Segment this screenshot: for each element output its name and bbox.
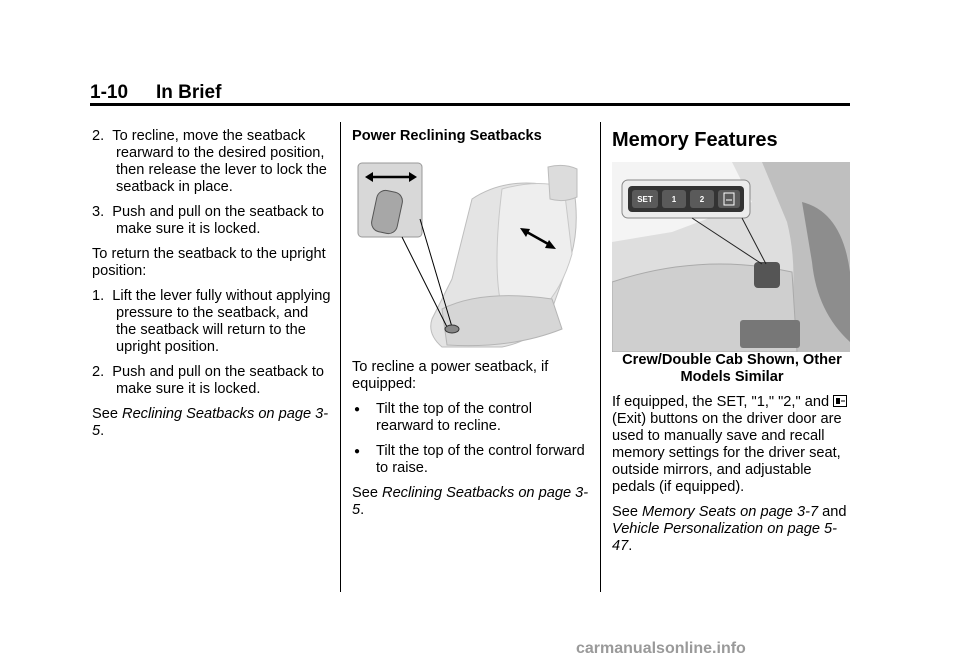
- figure-caption: Crew/Double Cab Shown, Other Models Similar: [622, 352, 842, 385]
- column-divider-1: [340, 122, 341, 592]
- header-rule: [90, 103, 850, 106]
- bullet-icon: ●: [354, 404, 361, 415]
- column-divider-2: [600, 122, 601, 592]
- section-heading: Memory Features: [612, 129, 778, 151]
- paragraph: To return the seatback to the upright position:: [92, 246, 326, 279]
- section-title: In Brief: [156, 82, 222, 103]
- see-reference: See Reclining Seatbacks on page 3-5.: [352, 485, 589, 518]
- door-memory-buttons-illustration: [612, 162, 850, 352]
- bullet-item: ● Tilt the top of the control rearward to recline.: [354, 401, 533, 434]
- column-1: [92, 128, 332, 448]
- item-number: 2.: [92, 364, 105, 380]
- paragraph: To recline a power seatback, if equipped:: [352, 359, 549, 392]
- item-number: 3.: [92, 204, 105, 220]
- list-item: [92, 128, 332, 196]
- item-text: Push and pull on the seatback to make sure it is locked.: [112, 364, 325, 397]
- page-number: 1-10: [90, 82, 129, 103]
- column-2: [352, 128, 592, 527]
- paragraph: If equipped, the SET, "1," "2," and (Exit) buttons on the driver door are used to manually save and recall memory settings for the driver seat, outside mirrors, and adjustable pedals (if equipped).: [612, 394, 852, 496]
- item-text: Push and pull on the seatback to make sure it is locked.: [112, 204, 325, 237]
- cross-reference-link[interactable]: Reclining Seatbacks on page 3-5: [92, 406, 329, 439]
- item-text: Lift the lever fully without applying pressure to the seatback, and the seatback will return to the upright position.: [112, 288, 331, 355]
- list-item: [92, 364, 332, 398]
- memory-2-button-label: 2: [699, 195, 705, 204]
- memory-1-button-label: 1: [671, 195, 677, 204]
- list-item: [92, 204, 332, 238]
- bullet-icon: ●: [354, 446, 361, 457]
- column-3: [612, 128, 852, 563]
- see-reference: See Reclining Seatbacks on page 3-5.: [92, 406, 329, 439]
- power-seat-illustration: [352, 159, 584, 349]
- subheading: Power Reclining Seatbacks: [352, 128, 542, 144]
- cross-reference-link[interactable]: Memory Seats on page 3-7: [642, 504, 819, 520]
- item-number: 1.: [92, 288, 105, 304]
- cross-reference-link[interactable]: Vehicle Personalization on page 5-47: [612, 521, 837, 554]
- item-text: To recline, move the seatback rearward to the desired position, then release the lever to lock the seatback in place.: [112, 128, 327, 195]
- page-header: [90, 82, 221, 104]
- see-reference: See Memory Seats on page 3-7 and Vehicle Personalization on page 5-47.: [612, 504, 847, 554]
- set-button-label: SET: [637, 195, 653, 204]
- exit-seat-icon: [833, 395, 847, 407]
- list-item: [92, 288, 332, 356]
- watermark: carmanualsonline.info: [576, 640, 746, 657]
- item-number: 2.: [92, 128, 105, 144]
- cross-reference-link[interactable]: Reclining Seatbacks on page 3-5: [352, 485, 589, 518]
- bullet-item: ● Tilt the top of the control forward to raise.: [354, 443, 585, 476]
